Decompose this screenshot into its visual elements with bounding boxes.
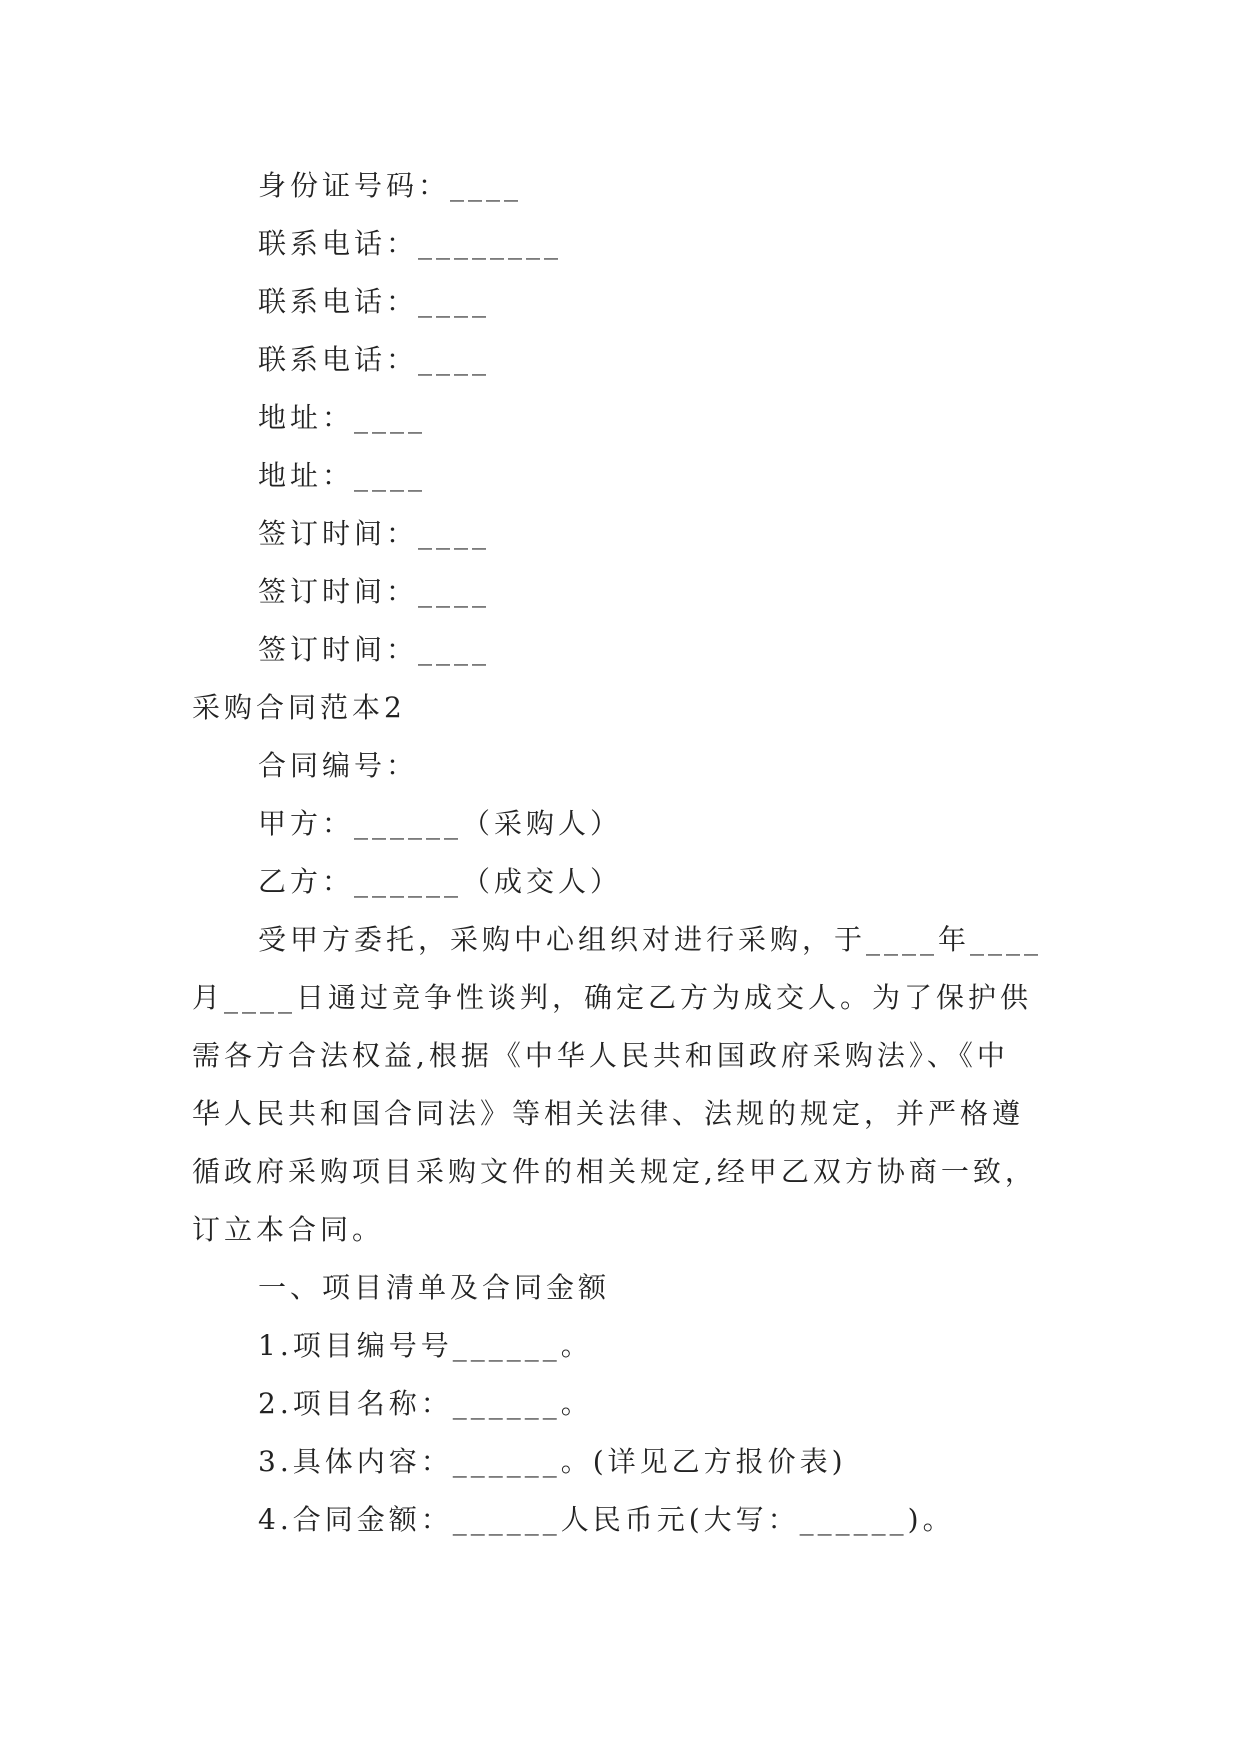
section-heading: 一、项目清单及合同金额 [258, 1271, 611, 1304]
list-item: 4.合同金额：______人民币元(大写：______)。 [258, 1503, 955, 1536]
paragraph-line: 订立本合同。 [192, 1213, 385, 1246]
contract-number-line: 合同编号： [258, 749, 419, 782]
address-line: 地址：____ [258, 459, 427, 492]
phone-line: 联系电话：____ [258, 285, 491, 318]
signing-date-line: 签订时间：____ [258, 575, 491, 608]
list-item: 3.具体内容：______。(详见乙方报价表) [258, 1445, 847, 1478]
section-title: 采购合同范本2 [192, 691, 406, 724]
paragraph-line: 受甲方委托，采购中心组织对进行采购，于____年____ [258, 923, 1043, 956]
paragraph-line: 循政府采购项目采购文件的相关规定,经甲乙双方协商一致， [192, 1155, 1037, 1188]
paragraph-line: 华人民共和国合同法》等相关法律、法规的规定，并严格遵 [192, 1097, 1025, 1130]
id-number-line: 身份证号码：____ [258, 169, 523, 202]
paragraph-line: 月____日通过竞争性谈判，确定乙方为成交人。为了保护供 [192, 981, 1033, 1014]
list-item: 2.项目名称：______。 [258, 1387, 593, 1420]
phone-line: 联系电话：____ [258, 343, 491, 376]
list-item: 1.项目编号号______。 [258, 1329, 593, 1362]
signing-date-line: 签订时间：____ [258, 517, 491, 550]
address-line: 地址：____ [258, 401, 427, 434]
signing-date-line: 签订时间：____ [258, 633, 491, 666]
phone-line: 联系电话：________ [258, 227, 563, 260]
party-b-line: 乙方：______（成交人） [258, 865, 623, 898]
paragraph-line: 需各方合法权益,根据《中华人民共和国政府采购法》、《中 [192, 1039, 1009, 1072]
party-a-line: 甲方：______（采购人） [258, 807, 623, 840]
